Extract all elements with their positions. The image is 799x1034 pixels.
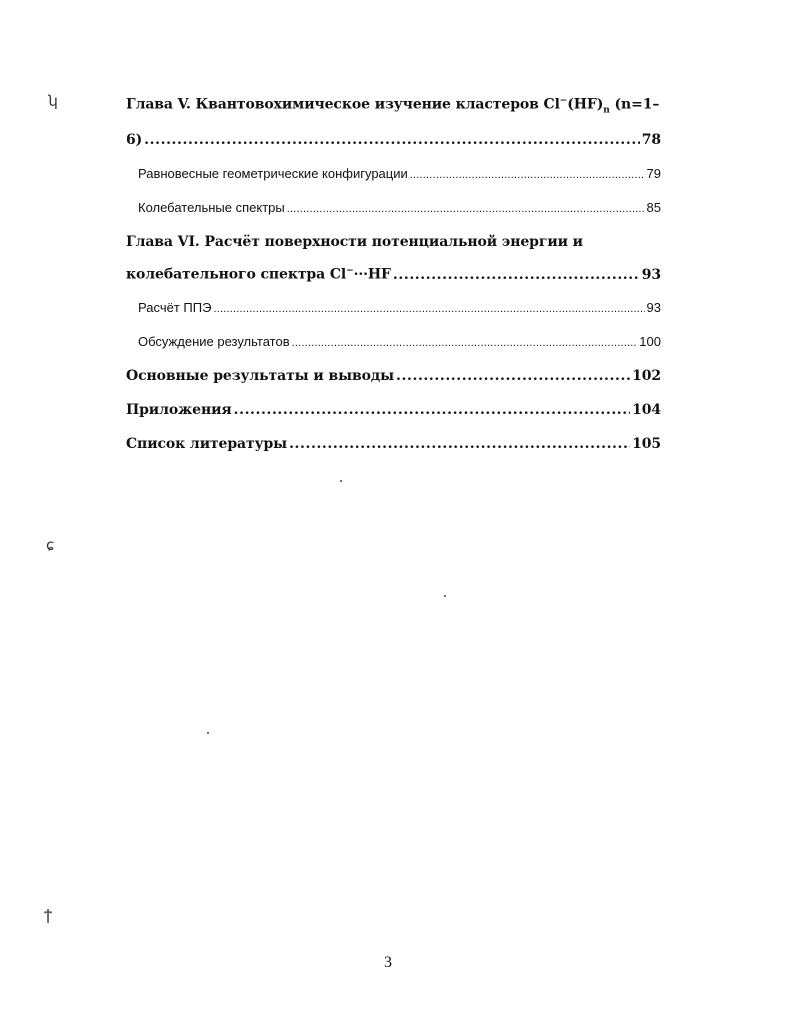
- toc-leader-dots: [213, 300, 644, 315]
- toc-entry-chapter-5-line2[interactable]: [0, 132, 799, 160]
- toc-chapter-6-title-cont: колебательного спектра Cl−···HF: [126, 266, 391, 283]
- toc-entry-ch5-vibrational[interactable]: [0, 200, 799, 228]
- toc-page-number: 100: [639, 334, 661, 349]
- toc-leader-dots: [144, 132, 640, 148]
- toc-leader-dots: [287, 200, 645, 215]
- toc-page-number: 85: [646, 200, 661, 215]
- toc-section-title: Расчёт ППЭ: [138, 300, 212, 315]
- toc-chapter-6-title: Глава VI. Расчёт поверхности потенциальной энергии и: [126, 234, 583, 250]
- toc-page-number: 102: [632, 368, 661, 384]
- toc-chapter-5-title-cont: 6): [126, 132, 143, 148]
- toc-entry-chapter-5-line1[interactable]: [0, 96, 799, 124]
- toc-entry-ch6-pes[interactable]: [0, 300, 799, 328]
- scan-speck: [207, 732, 209, 734]
- toc-entry-references[interactable]: [0, 436, 799, 464]
- margin-scribble-mark: ɕ: [46, 536, 55, 554]
- toc-leader-dots: [292, 334, 638, 349]
- toc-leader-dots: [410, 166, 645, 181]
- toc-entry-chapter-6-line1[interactable]: [0, 234, 799, 262]
- toc-section-title: Колебательные спектры: [138, 200, 285, 215]
- toc-section-title: Равновесные геометрические конфигурации: [138, 166, 408, 181]
- page-number: 3: [384, 954, 392, 971]
- toc-page-number: 79: [646, 166, 661, 181]
- margin-scribble-mark: ʮ: [48, 92, 58, 110]
- toc-leader-dots: [234, 402, 630, 418]
- toc-entry-chapter-6-line2[interactable]: [0, 266, 799, 294]
- toc-page-number: 104: [632, 402, 661, 418]
- toc-page-number: 93: [646, 300, 661, 315]
- toc-entry-ch5-geometry[interactable]: [0, 166, 799, 194]
- toc-leader-dots: [289, 436, 630, 452]
- toc-section-title: Обсуждение результатов: [138, 334, 290, 349]
- toc-page-number: 105: [632, 436, 661, 452]
- toc-page-number: 93: [641, 266, 661, 283]
- toc-entry-appendix[interactable]: [0, 402, 799, 430]
- toc-chapter-5-title: Глава V. Квантовохимическое изучение кластеров $Cl^-(HF)_n$ (n=1–: [126, 96, 660, 116]
- toc-leader-dots: [396, 368, 630, 384]
- scan-speck: [340, 480, 342, 482]
- scan-speck: [444, 595, 446, 597]
- toc-section-title: Приложения: [126, 402, 232, 418]
- toc-section-title: Основные результаты и выводы: [126, 368, 395, 384]
- toc-entry-results[interactable]: [0, 368, 799, 396]
- margin-scribble-mark: ϯ: [44, 906, 53, 924]
- toc-section-title: Список литературы: [126, 436, 288, 452]
- toc-page-number: 78: [641, 132, 661, 148]
- toc-leader-dots: [393, 267, 640, 283]
- toc-entry-ch6-discussion[interactable]: [0, 334, 799, 362]
